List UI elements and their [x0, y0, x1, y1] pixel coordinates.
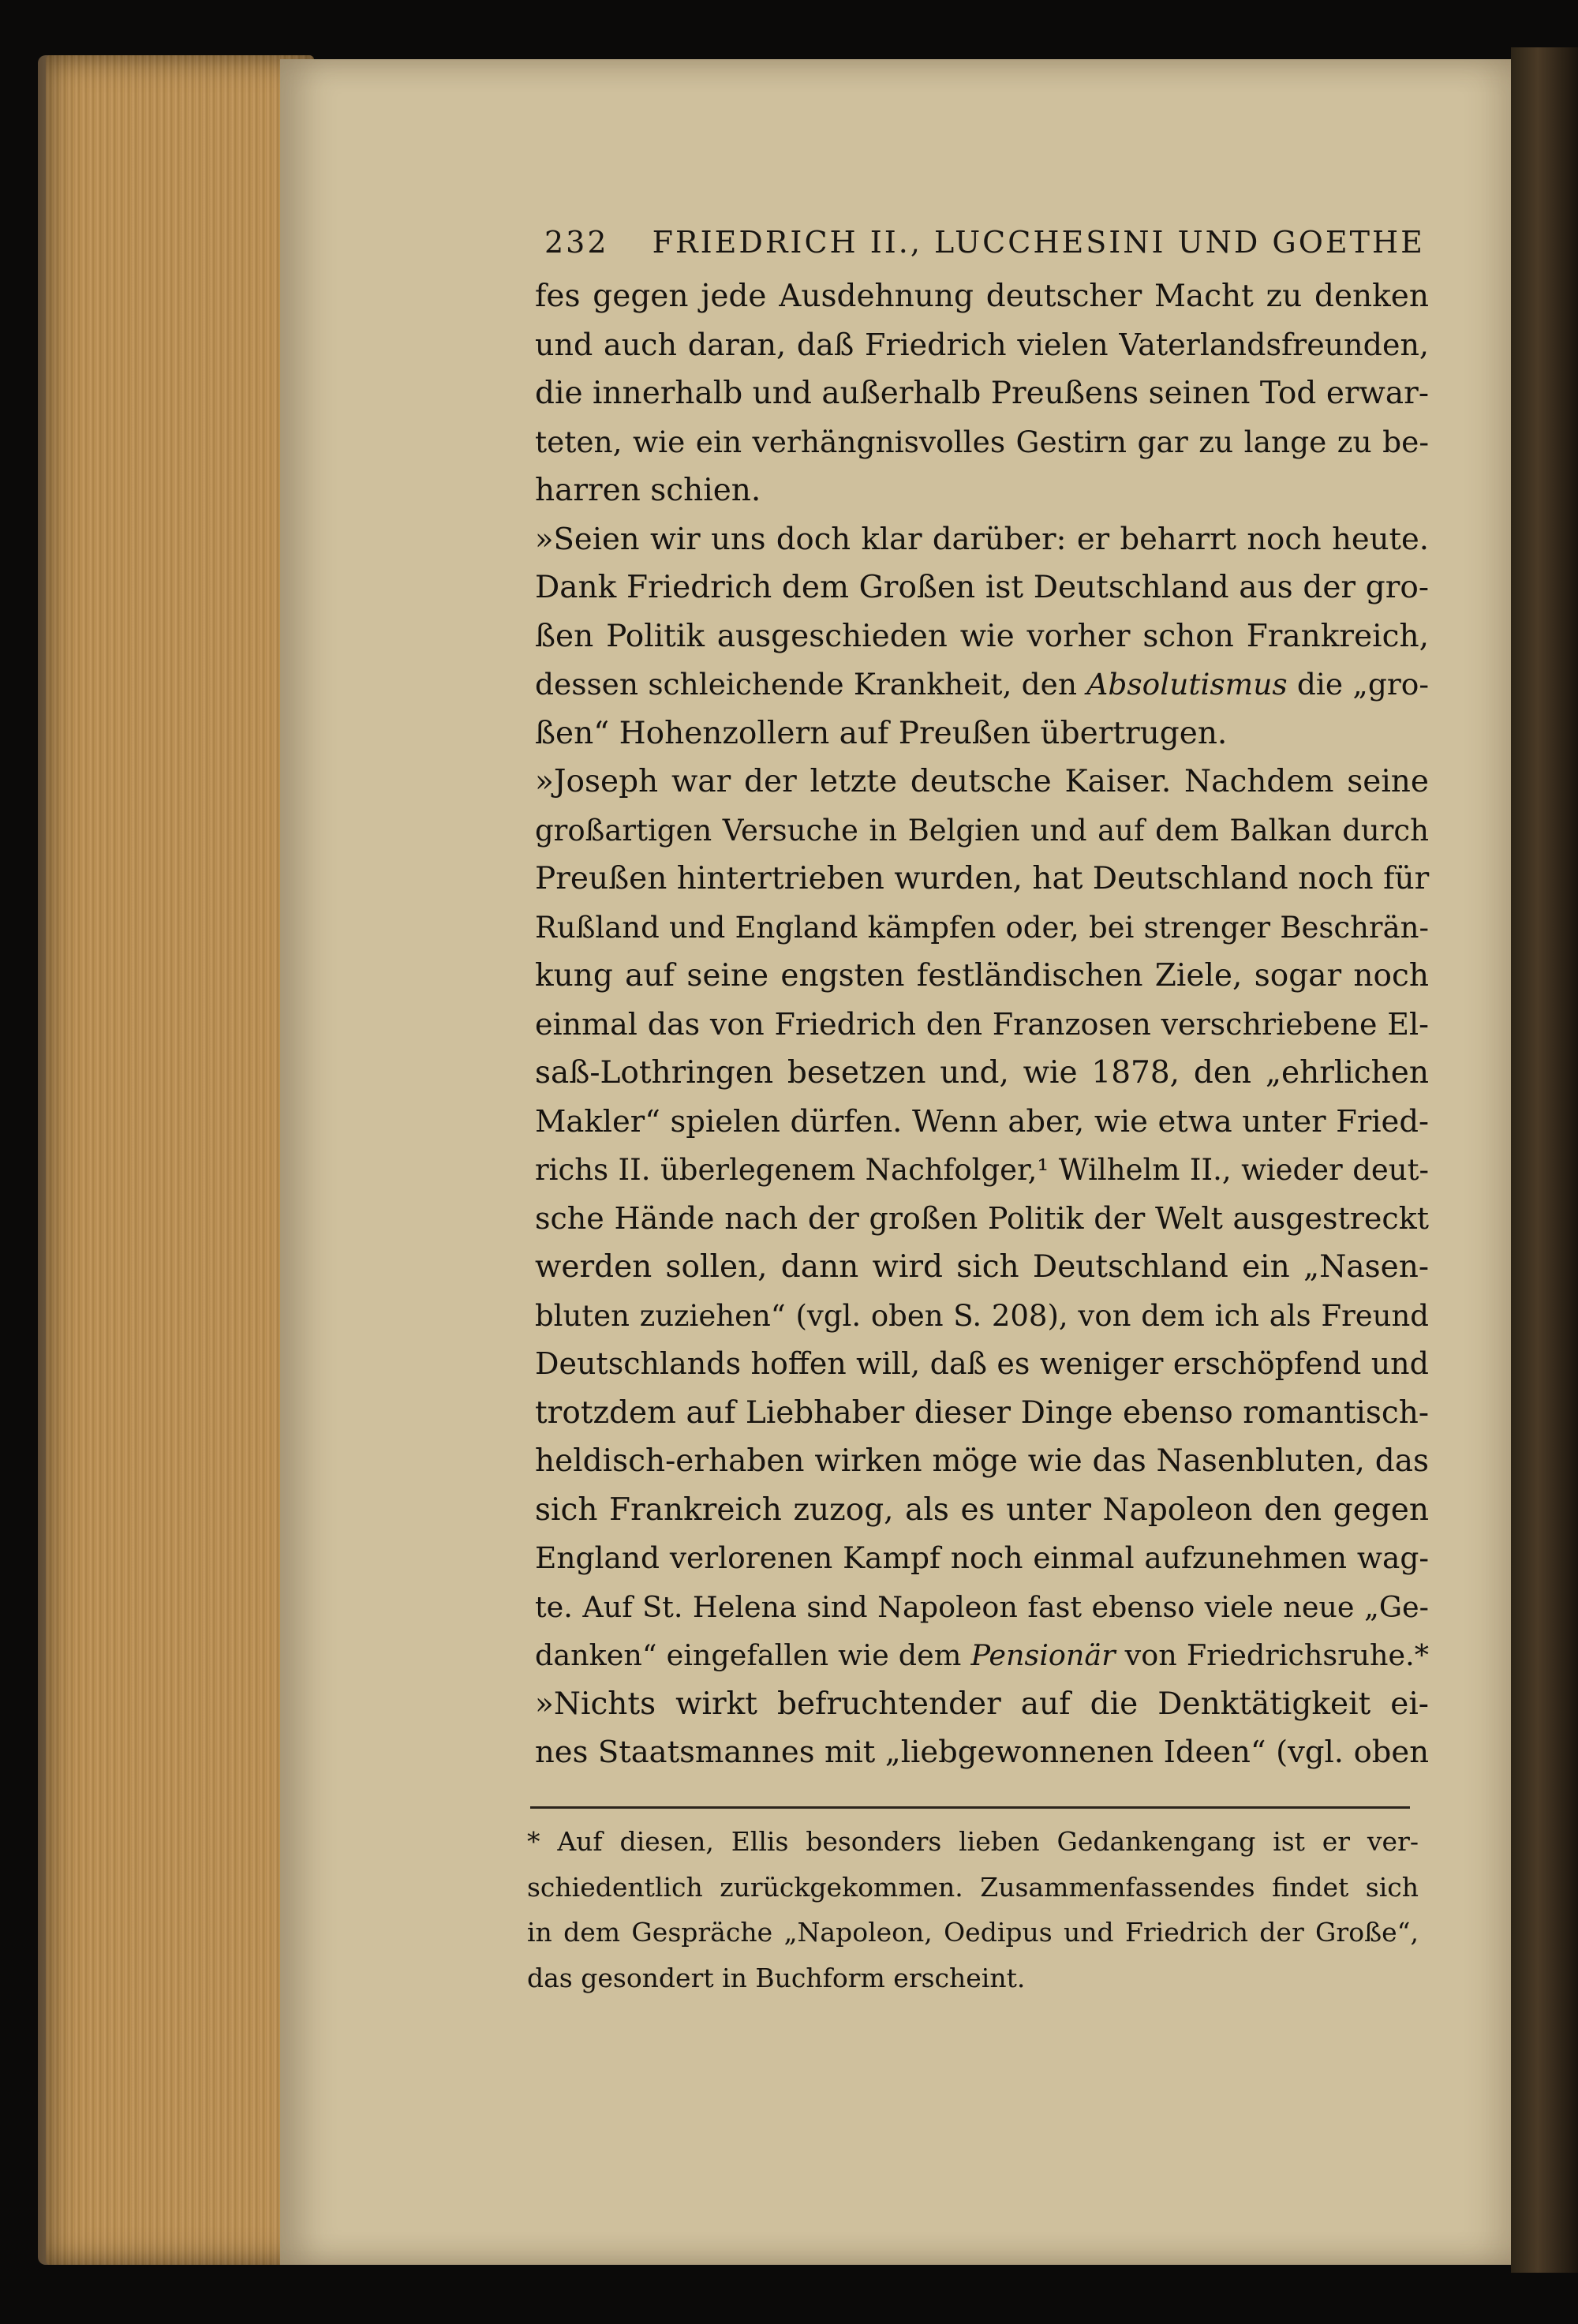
body-line: kung auf seine engsten festländischen Ziele, sogar noch [535, 958, 1429, 994]
footnote [527, 1819, 1419, 2000]
body-text [535, 272, 1429, 1777]
body-line: Makler“ spielen dürfen. Wenn aber, wie etwa unter Fried- [535, 1103, 1429, 1140]
footnote-rule [530, 1806, 1410, 1809]
body-line: sche Hände nach der großen Politik der Welt ausgestreckt [535, 1200, 1429, 1236]
italic-term: Absolutismus [1086, 667, 1288, 702]
body-line: ßen Politik ausgeschieden wie vorher schon Frankreich, [535, 618, 1429, 654]
running-head [544, 225, 1436, 260]
body-line: Dank Friedrich dem Großen ist Deutschland aus der gro- [535, 570, 1429, 605]
footnote-line: das gesondert in Buchform erscheint. [527, 1962, 1026, 1993]
body-line: »Seien wir uns doch klar darüber: er beharrt noch heute. [535, 521, 1429, 557]
body-line: fes gegen jede Ausdehnung deutscher Macht zu denken [535, 279, 1429, 314]
body-line: die innerhalb und außerhalb Preußens seinen Tod erwar- [535, 376, 1429, 411]
body-line: dessen schleichende Krankheit, den Absolutismus die „gro- [535, 667, 1429, 702]
page-stack-edge [46, 55, 314, 2265]
body-line: werden sollen, dann wird sich Deutschland ein „Nasen- [535, 1249, 1429, 1285]
body-line: ßen“ Hohenzollern auf Preußen übertrugen. [535, 715, 1228, 751]
body-line: saß-Lothringen besetzen und, wie 1878, den „ehrlichen [535, 1055, 1429, 1091]
body-line: »Nichts wirkt befruchtender auf die Denktätigkeit ei- [535, 1686, 1429, 1722]
page-number: 232 [544, 225, 609, 260]
body-line: großartigen Versuche in Belgien und auf dem Balkan durch [535, 813, 1429, 848]
body-line: »Joseph war der letzte deutsche Kaiser. Nachdem seine [535, 764, 1429, 799]
book-spine [1511, 47, 1578, 2273]
body-line: heldisch-erhaben wirken möge wie das Nasenbluten, das [535, 1443, 1429, 1479]
body-line: teten, wie ein verhängnisvolles Gestirn gar zu lange zu be- [535, 424, 1429, 459]
body-line: einmal das von Friedrich den Franzosen verschriebene El- [535, 1006, 1429, 1042]
footnote-line: in dem Gespräche „Napoleon, Oedipus und Friedrich der Große“, [527, 1917, 1419, 1948]
body-line: harren schien. [535, 473, 761, 508]
body-line: und auch daran, daß Friedrich vielen Vaterlandsfreunden, [535, 327, 1429, 362]
body-line: trotzdem auf Liebhaber dieser Dinge ebenso romantisch- [535, 1394, 1429, 1431]
footnote-line: * Auf diesen, Ellis besonders lieben Gedankengang ist er ver- [527, 1826, 1419, 1857]
running-title: FRIEDRICH II., LUCCHESINI UND GOETHE [652, 225, 1425, 260]
body-line: danken“ eingefallen wie dem Pensionär von Friedrichsruhe.* [535, 1638, 1429, 1672]
body-line: bluten zuziehen“ (vgl. oben S. 208), von dem ich als Freund [535, 1298, 1429, 1333]
body-line: sich Frankreich zuzog, als es unter Napoleon den gegen [535, 1491, 1429, 1528]
footnote-line: schiedentlich zurückgekommen. Zusammenfassendes findet sich [527, 1871, 1419, 1903]
body-line: England verlorenen Kampf noch einmal aufzunehmen wag- [535, 1540, 1429, 1575]
body-line: Rußland und England kämpfen oder, bei strenger Beschrän- [535, 910, 1429, 945]
body-line: Deutschlands hoffen will, daß es weniger erschöpfend und [535, 1346, 1429, 1381]
body-line: Preußen hintertrieben wurden, hat Deutschland noch für [535, 861, 1430, 896]
body-line: te. Auf St. Helena sind Napoleon fast ebenso viele neue „Ge- [535, 1589, 1429, 1624]
body-line: richs II. überlegenem Nachfolger,¹ Wilhelm II., wieder deut- [535, 1153, 1429, 1187]
body-line: nes Staatsmannes mit „liebgewonnenen Ideen“ (vgl. oben [535, 1735, 1429, 1770]
italic-term: Pensionär [970, 1638, 1116, 1672]
